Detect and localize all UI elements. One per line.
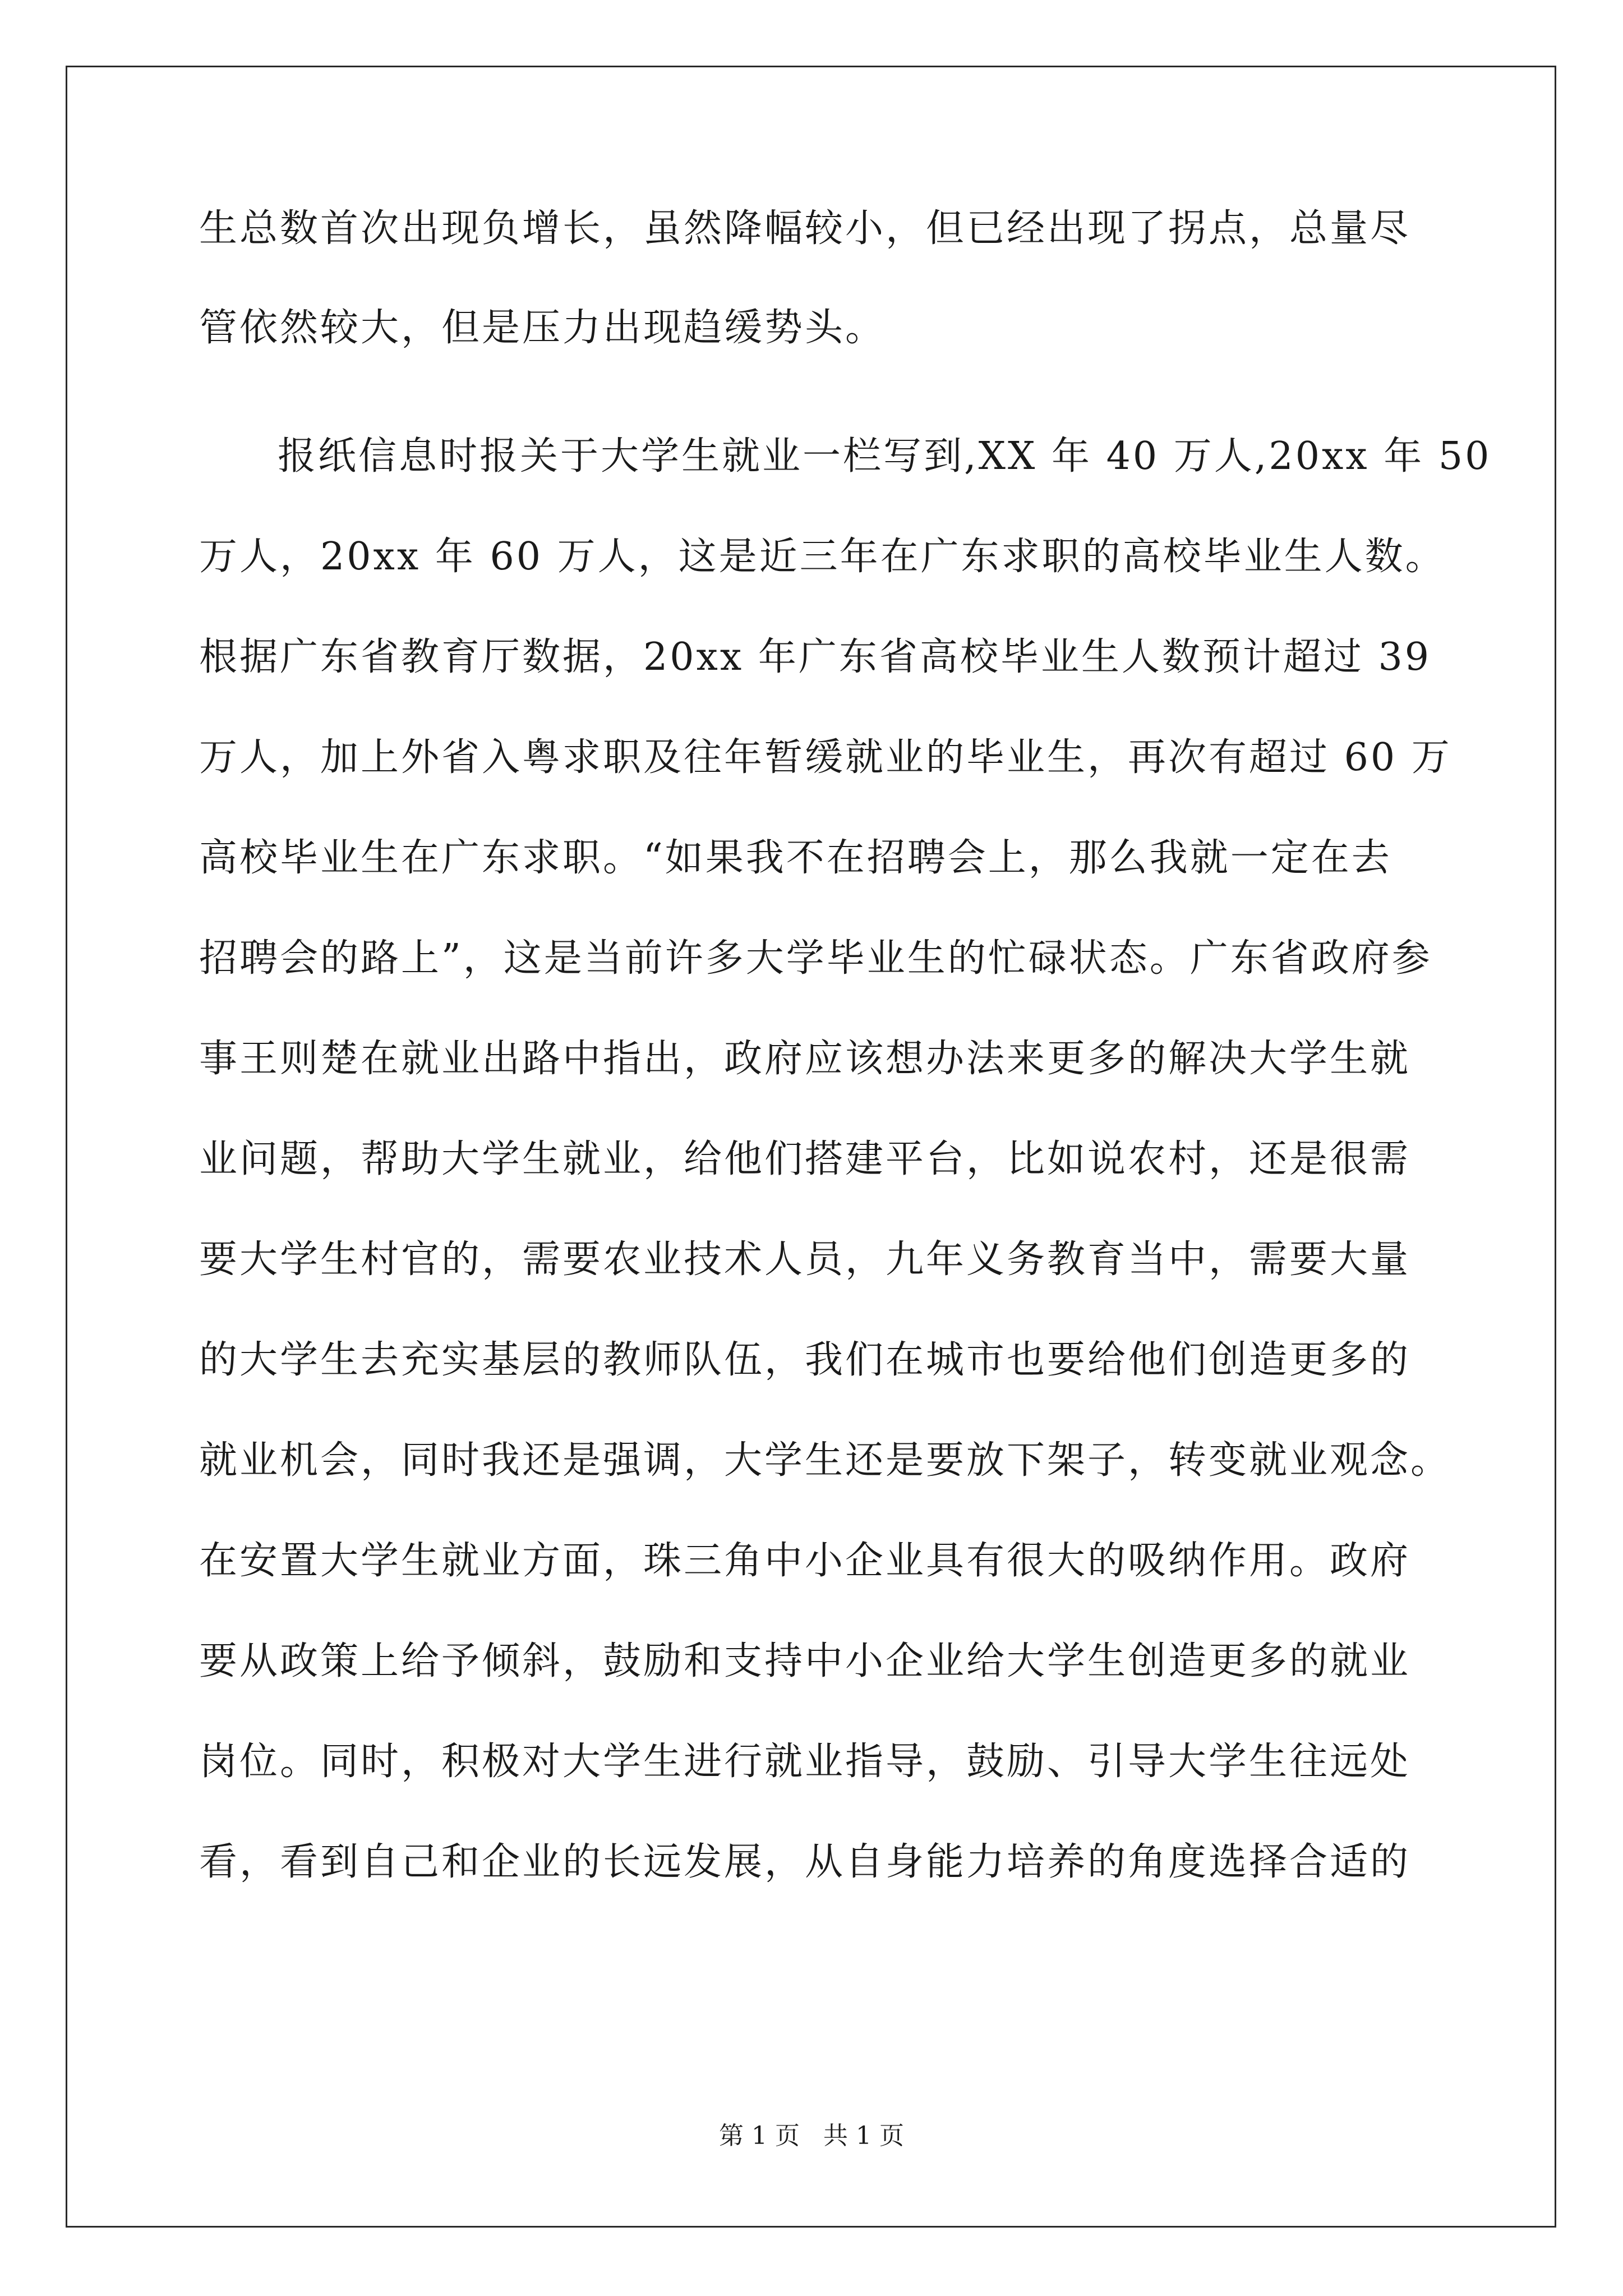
text-line: 在安置大学生就业方面，珠三角中小企业具有很大的吸纳作用。政府 [199,1539,1411,1583]
text-line: 要从政策上给予倾斜，鼓励和支持中小企业给大学生创造更多的就业 [199,1639,1411,1683]
text-line: 根据广东省教育厅数据，20xx 年广东省高校毕业生人数预计超过 39 [199,635,1431,679]
page-number-footer: 第 1 页 共 1 页 [719,2122,904,2150]
text-line: 管依然较大，但是压力出现趋缓势头。 [199,306,886,350]
text-line: 招聘会的路上”，这是当前许多大学毕业生的忙碌状态。广东省政府参 [199,936,1432,981]
text-line: 事王则楚在就业出路中指出，政府应该想办法来更多的解决大学生就 [199,1037,1411,1081]
text-line: 万人，20xx 年 60 万人，这是近三年在广东求职的高校毕业生人数。 [199,535,1446,579]
text-line: 岗位。同时，积极对大学生进行就业指导，鼓励、引导大学生往远处 [199,1740,1411,1784]
text-line: 看，看到自己和企业的长远发展，从自身能力培养的角度选择合适的 [199,1840,1411,1884]
text-line: 就业机会，同时我还是强调，大学生还是要放下架子，转变就业观念。 [199,1438,1451,1483]
text-line: 生总数首次出现负增长，虽然降幅较小，但已经出现了拐点，总量尽 [199,206,1411,251]
text-line: 报纸信息时报关于大学生就业一栏写到,XX 年 40 万人,20xx 年 50 [278,434,1492,478]
text-line: 的大学生去充实基层的教师队伍，我们在城市也要给他们创造更多的 [199,1338,1411,1382]
text-line: 要大学生村官的，需要农业技术人员，九年义务教育当中，需要大量 [199,1237,1411,1282]
text-line: 高校毕业生在广东求职。“如果我不在招聘会上，那么我就一定在去 [199,836,1392,880]
text-line: 万人，加上外省入粤求职及往年暂缓就业的毕业生，再次有超过 60 万 [199,735,1452,780]
text-line: 业问题，帮助大学生就业，给他们搭建平台，比如说农村，还是很需 [199,1137,1411,1181]
